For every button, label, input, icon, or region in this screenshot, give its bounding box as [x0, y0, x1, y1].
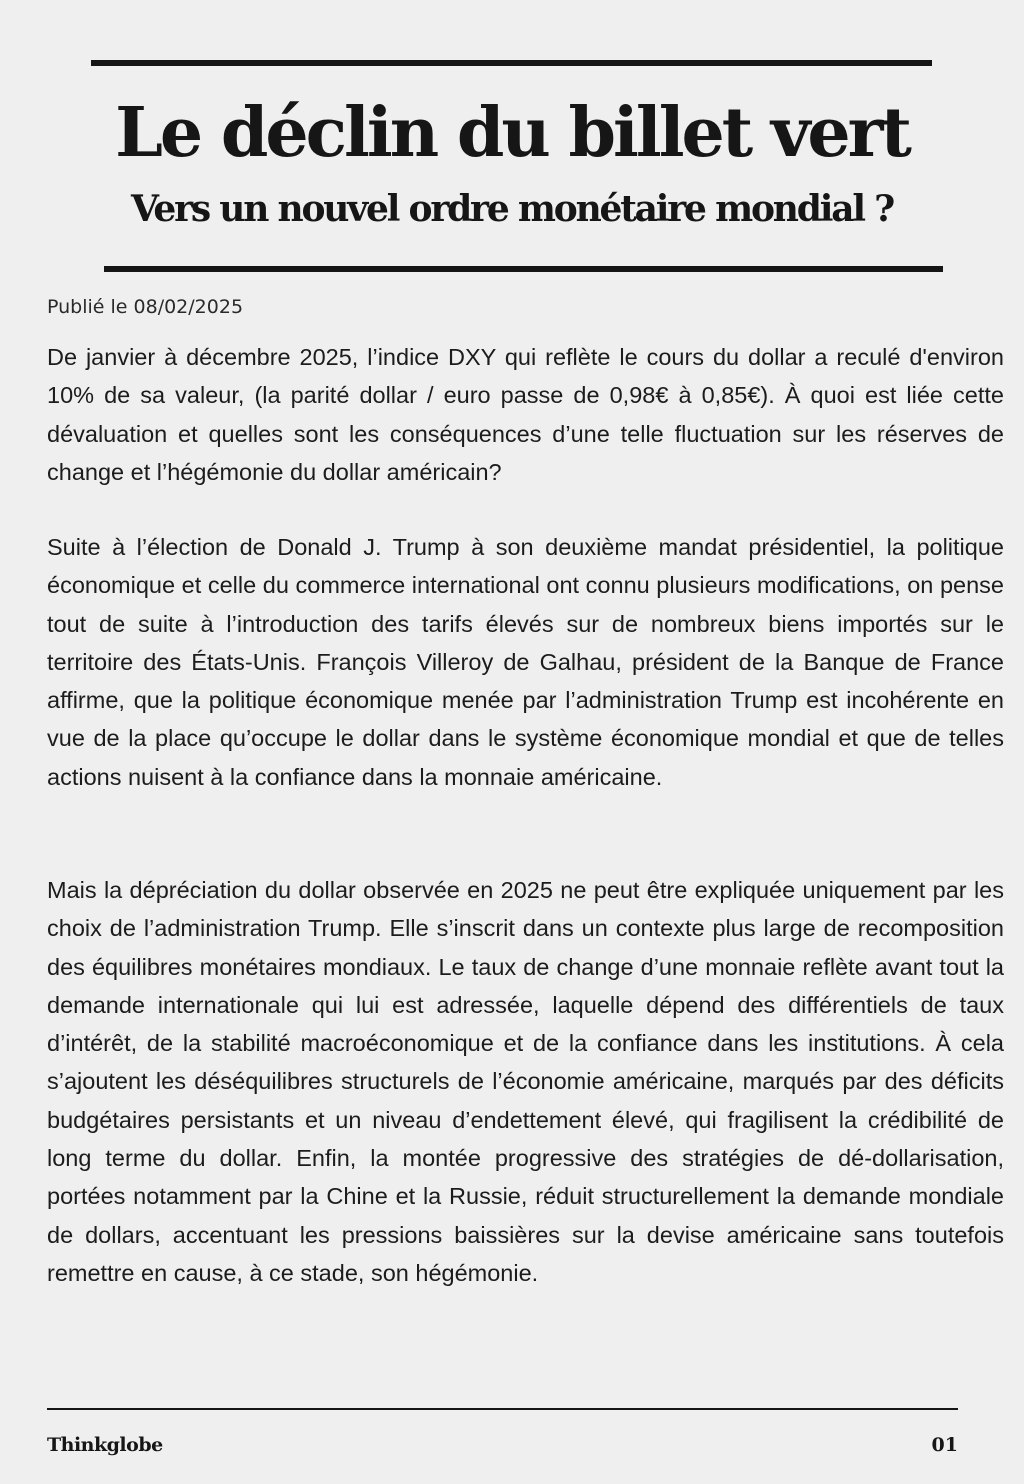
page-number: 01 [931, 1434, 958, 1456]
footer-rule [47, 1408, 958, 1410]
header-bottom-rule [104, 266, 943, 272]
footer-brand: Thinkglobe [47, 1434, 163, 1456]
article-paragraph-2: Suite à l’élection de Donald J. Trump à son deuxième mandat présidentiel, la politique économique et celle du commerce international ont connu plusieurs modifications, on pense tout de suite à l’introduction des tarifs élevés sur de nombreux biens importés sur le territoire des États-Unis. François Villeroy de Galhau, président de la Banque de France affirme, que la politique économique menée par l’administration Trump est incohérente en vue de la place qu’occupe le dollar dans le système économique mondial et que de telles actions nuisent à la confiance dans la monnaie américaine. [47, 534, 1004, 790]
page-title: Le déclin du billet vert [115, 93, 909, 173]
article-paragraph-3: Mais la dépréciation du dollar observée en 2025 ne peut être expliquée uniquement par les choix de l’administration Trump. Elle s’inscrit dans un contexte plus large de recomposition des équilibres monétaires mondiaux. Le taux de change d’une monnaie reflète avant tout la demande internationale qui lui est adressée, laquelle dépend des différentiels de taux d’intérêt, de la stabilité macroéconomique et de la confiance dans les institutions. À cela s’ajoutent les déséquilibres structurels de l’économie américaine, marqués par des déficits budgétaires persistants et un niveau d’endettement élevé, qui fragilisent la crédibilité de long terme du dollar. Enfin, la montée progressive des stratégies de dé-dollarisation, portées notamment par la Chine et la Russie, réduit structurellement la demande mondiale de dollars, accentuant les pressions baissières sur la devise américaine sans toutefois remettre en cause, à ce stade, son hégémonie. [47, 877, 1004, 1286]
page-subtitle: Vers un nouvel ordre monétaire mondial ? [130, 188, 894, 230]
article-paragraph-1: De janvier à décembre 2025, l’indice DXY qui reflète le cours du dollar a reculé d'environ 10% de sa valeur, (la parité dollar / euro passe de 0,98€ à 0,85€). À quoi est liée cette dévaluation et quelles sont les conséquences d’une telle fluctuation sur les réserves de change et l’hégémonie du dollar américain? [47, 344, 1004, 485]
header-top-rule [91, 60, 932, 66]
publish-date: Publié le 08/02/2025 [47, 296, 244, 318]
